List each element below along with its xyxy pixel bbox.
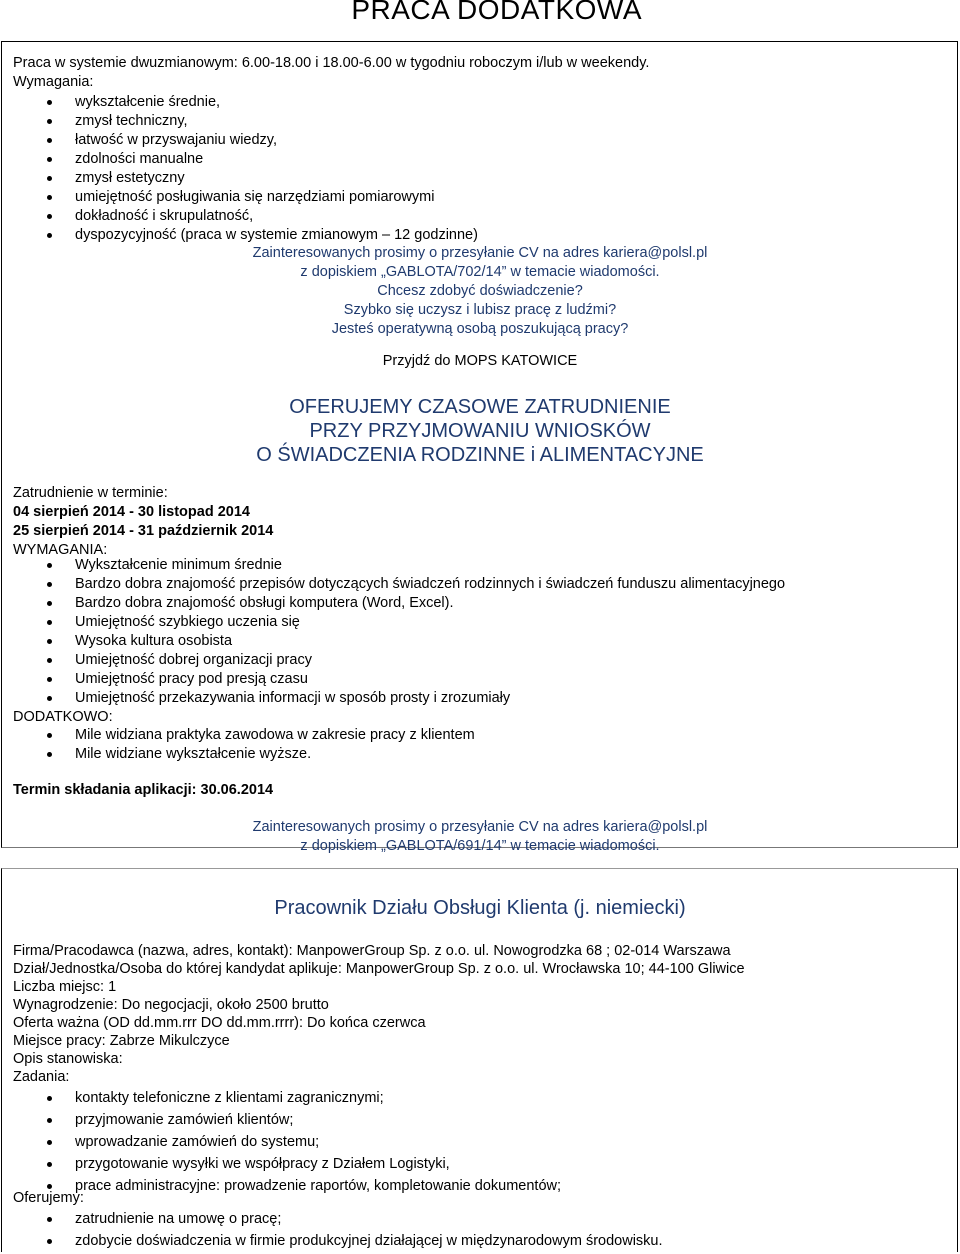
list-item: zdobycie doświadczenia w firmie produkcyjnej działającej w międzynarodowym środowisku. — [47, 1232, 663, 1254]
employer-info: Firma/Pracodawca (nazwa, adres, kontakt): ManpowerGroup Sp. z o.o. ul. Nowogrodzka 68 ; 02-014 Warszawa — [13, 943, 731, 959]
places-info: Liczba miejsc: 1 — [13, 979, 117, 995]
list-item: przygotowanie wysyłki we współpracy z Działem Logistyki, — [47, 1155, 561, 1177]
list-item: łatwość w przyswajaniu wiedzy, — [47, 131, 478, 150]
list-item: kontakty telefoniczne z klientami zagranicznymi; — [47, 1089, 561, 1111]
unit-info: Dział/Jednostka/Osoba do której kandydat aplikuje: ManpowerGroup Sp. z o.o. ul. Wrocławska 10; 44-100 Gliwice — [13, 961, 745, 977]
apply-reference: z dopiskiem „GABLOTA/691/14” w temacie wiadomości. — [300, 838, 660, 854]
apply-reference: z dopiskiem „GABLOTA/702/14” w temacie wiadomości. — [300, 264, 660, 280]
list-item: prace administracyjne: prowadzenie raportów, kompletowanie dokumentów; — [47, 1177, 561, 1199]
validity-info: Oferta ważna (OD dd.mm.rrr DO dd.mm.rrrr): Do końca czerwca — [13, 1015, 426, 1031]
list-item: Mile widziane wykształcenie wyższe. — [47, 745, 475, 764]
headline-line-1: OFERUJEMY CZASOWE ZATRUDNIENIE — [289, 396, 671, 418]
job-title: Pracownik Działu Obsługi Klienta (j. niemiecki) — [274, 897, 686, 919]
list-item: dyspozycyjność (praca w systemie zmianowym – 12 godzinne) — [47, 226, 478, 245]
list-item: wprowadzanie zamówień do systemu; — [47, 1133, 561, 1155]
list-item: przyjmowanie zamówień klientów; — [47, 1111, 561, 1133]
requirements-list — [47, 93, 478, 245]
requirements-label: WYMAGANIA: — [13, 542, 108, 558]
question-3: Jesteś operatywną osobą poszukującą pracy? — [331, 321, 629, 337]
extras-list — [47, 726, 475, 764]
requirements-list — [47, 556, 785, 708]
list-item: Bardzo dobra znajomość obsługi komputera (Word, Excel). — [47, 594, 785, 613]
offer-label: Oferujemy: — [13, 1190, 84, 1206]
list-item: zatrudnienie na umowę o pracę; — [47, 1210, 663, 1232]
shift-info: Praca w systemie dwuzmianowym: 6.00-18.00 i 18.00-6.00 w tygodniu roboczym i/lub w weekendy. — [13, 55, 650, 71]
list-item: zmysł techniczny, — [47, 112, 478, 131]
list-item: Umiejętność dobrej organizacji pracy — [47, 651, 785, 670]
list-item: Mile widziana praktyka zawodowa w zakresie pracy z klientem — [47, 726, 475, 745]
page-title: PRACA DODATKOWA — [351, 0, 642, 25]
requirements-label: Wymagania: — [13, 74, 94, 90]
list-item: umiejętność posługiwania się narzędziami pomiarowymi — [47, 188, 478, 207]
list-item: Wykształcenie minimum średnie — [47, 556, 785, 575]
location-info: Miejsce pracy: Zabrze Mikulczyce — [13, 1033, 230, 1049]
list-item: Bardzo dobra znajomość przepisów dotyczących świadczeń rodzinnych i świadczeń funduszu alimentacyjnego — [47, 575, 785, 594]
tasks-label: Zadania: — [13, 1069, 70, 1085]
apply-instruction: Zainteresowanych prosimy o przesyłanie CV na adres kariera@polsl.pl — [252, 245, 708, 261]
tasks-list — [47, 1089, 561, 1199]
term-1: 04 sierpień 2014 - 30 listopad 2014 — [13, 504, 250, 520]
list-item: zmysł estetyczny — [47, 169, 478, 188]
list-item: dokładność i skrupulatność, — [47, 207, 478, 226]
question-2: Szybko się uczysz i lubisz pracę z ludźmi? — [343, 302, 617, 318]
list-item: zdolności manualne — [47, 150, 478, 169]
deadline: Termin składania aplikacji: 30.06.2014 — [13, 782, 274, 798]
term-2: 25 sierpień 2014 - 31 październik 2014 — [13, 523, 274, 539]
list-item: Umiejętność pracy pod presją czasu — [47, 670, 785, 689]
headline-line-3: O ŚWIADCZENIA RODZINNE i ALIMENTACYJNE — [256, 444, 704, 466]
invite-text: Przyjdź do MOPS KATOWICE — [382, 353, 578, 369]
description-label: Opis stanowiska: — [13, 1051, 123, 1067]
list-item: Umiejętność szybkiego uczenia się — [47, 613, 785, 632]
question-1: Chcesz zdobyć doświadczenie? — [377, 283, 583, 299]
list-item: Umiejętność przekazywania informacji w sposób prosty i zrozumiały — [47, 689, 785, 708]
salary-info: Wynagrodzenie: Do negocjacji, około 2500 brutto — [13, 997, 329, 1013]
apply-instruction: Zainteresowanych prosimy o przesyłanie CV na adres kariera@polsl.pl — [252, 819, 708, 835]
term-label: Zatrudnienie w terminie: — [13, 485, 168, 501]
offers-list — [47, 1210, 663, 1254]
list-item: wykształcenie średnie, — [47, 93, 478, 112]
headline-line-2: PRZY PRZYJMOWANIU WNIOSKÓW — [309, 420, 651, 442]
list-item: Wysoka kultura osobista — [47, 632, 785, 651]
extras-label: DODATKOWO: — [13, 709, 113, 725]
